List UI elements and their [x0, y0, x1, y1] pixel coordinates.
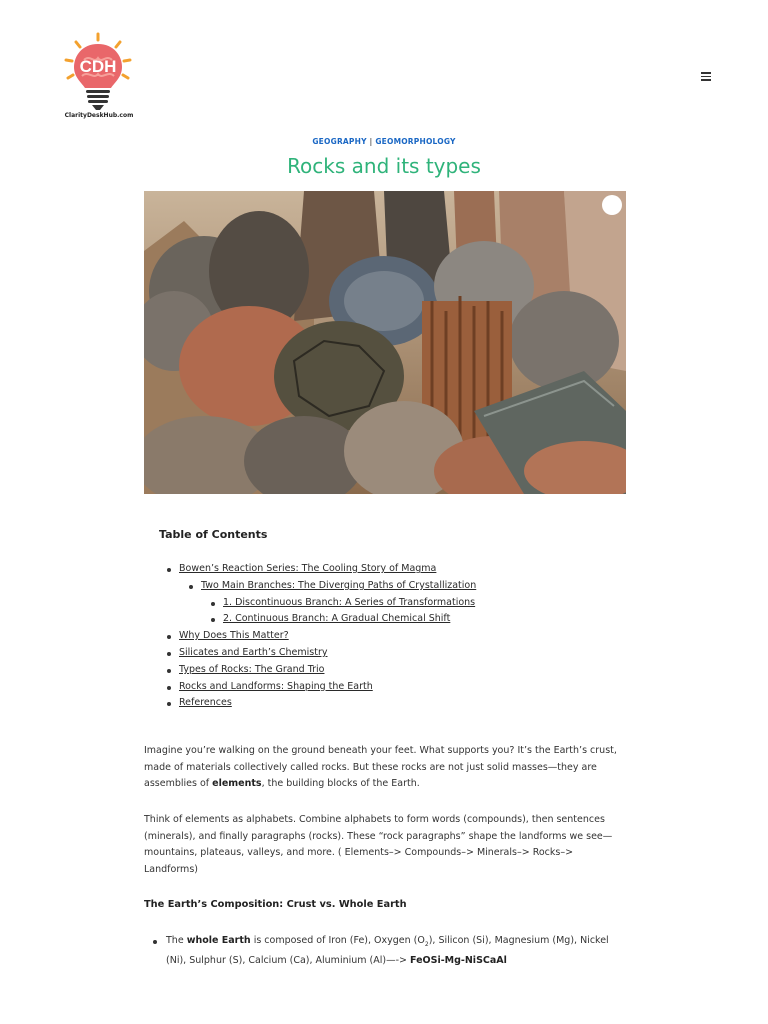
site-name: ClarityDeskHub.com	[64, 112, 134, 119]
bold-term: FeOSi-Mg-NiSCaAl	[410, 955, 507, 967]
toc-link[interactable]: Silicates and Earth’s Chemistry	[179, 646, 328, 658]
image-dot-marker	[602, 195, 622, 215]
toc-item	[179, 662, 619, 679]
text-run: The	[166, 935, 187, 946]
category-separator: |	[369, 137, 373, 146]
toc-item	[179, 628, 619, 645]
text-run: , the building blocks of the Earth.	[261, 778, 420, 790]
site-logo[interactable]	[54, 30, 144, 126]
toc-link[interactable]: Bowen’s Reaction Series: The Cooling Story of Magma	[179, 563, 437, 574]
lightbulb-logo-icon	[54, 30, 144, 112]
toc-item	[223, 611, 619, 628]
text-run: is composed of Iron (Fe), Oxygen (O	[250, 935, 425, 946]
post-categories	[0, 137, 768, 146]
toc-link[interactable]: 2. Continuous Branch: A Gradual Chemical Shift	[223, 613, 451, 625]
toc-title: Table of Contents	[159, 528, 268, 541]
page-title: Rocks and its types	[287, 154, 481, 178]
featured-image	[144, 191, 626, 494]
analogy-paragraph: Think of elements as alphabets. Combine alphabets to form words (compounds), then sentences (minerals), and finally paragraphs (rocks). These “rock paragraphs” shape the landforms we see—mountains, plateaus, valleys, and more. ( Elements–> Compounds–> Minerals–> Rocks–> Landforms)	[144, 814, 613, 875]
composition-bullet	[144, 933, 626, 970]
toc-item	[223, 595, 619, 612]
category-link-geomorphology[interactable]: GEOMORPHOLOGY	[375, 137, 456, 146]
category-link-geography[interactable]: GEOGRAPHY	[312, 137, 367, 146]
toc-item	[179, 695, 619, 712]
text-run: Imagine you’re walking on the ground beneath your feet. What supports you? It’s the Earth’s crust, made of materials collectively called rocks. But these rocks are not just solid masses—they are assemblies of	[144, 745, 617, 790]
toc-link[interactable]: 1. Discontinuous Branch: A Series of Transformations	[223, 596, 476, 608]
intro-paragraph	[144, 743, 626, 793]
toc-link[interactable]: References	[179, 697, 232, 709]
toc-link[interactable]: Two Main Branches: The Diverging Paths of Crystallization	[201, 579, 477, 591]
toc-link[interactable]: Types of Rocks: The Grand Trio	[179, 663, 325, 675]
toc-item	[179, 561, 619, 578]
bold-term: elements	[212, 778, 262, 790]
toc-link[interactable]: Why Does This Matter?	[179, 630, 289, 642]
toc-link[interactable]: Rocks and Landforms: Shaping the Earth	[179, 680, 373, 692]
table-of-contents	[159, 528, 619, 712]
logo-initials: CDH	[79, 57, 117, 76]
toc-item	[179, 679, 619, 696]
hamburger-icon[interactable]	[696, 70, 716, 86]
text-run: ), Silicon (Si), Magnesium (Mg), Nickel (Ni), Sulphur (S), Calcium (Ca), Aluminium (Al)—->	[166, 935, 609, 967]
section-heading: The Earth’s Composition: Crust vs. Whole Earth	[144, 899, 407, 910]
toc-list	[159, 561, 619, 712]
bold-term: whole Earth	[186, 935, 251, 946]
subscript: 2	[424, 940, 429, 948]
toc-item	[179, 645, 619, 662]
toc-item	[201, 578, 619, 595]
